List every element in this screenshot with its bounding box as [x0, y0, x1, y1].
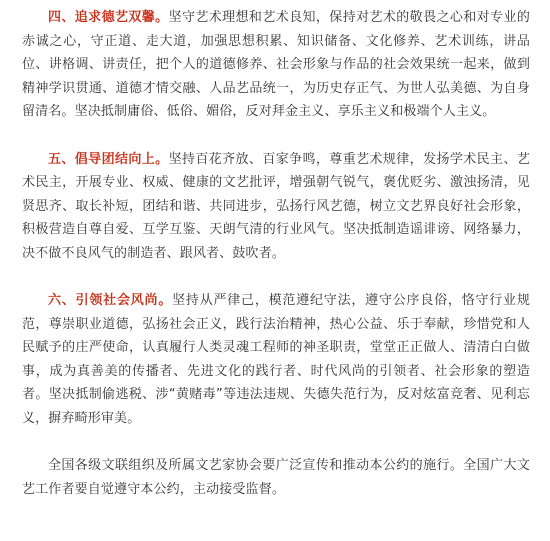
article-text: 坚持从严律己，模范遵纪守法，遵守公序良俗，恪守行业规范，尊崇职业道德，弘扬社会正义，践行法治精神，热心公益、乐于奉献，珍惜党和人民赋予的庄严使命，认真履行人类灵魂工程师的神圣职责，堂堂正正做人、清清白白做事，成为真善美的传播者、先进文化的践行者、时代风尚的引领者、社会形象的塑造者。坚决抵制偷逃税、涉“黄赌毒”等违法违规、失德失范行为，反对炫富竞奢、见利忘义，摒弃畸形审美。: [22, 293, 530, 426]
article-paragraph-6: [22, 289, 530, 430]
article-paragraph-5: [22, 148, 530, 266]
article-heading: 五、倡导团结向上。: [48, 151, 169, 167]
article-heading: 六、引领社会风尚。: [48, 293, 173, 308]
closing-paragraph: [22, 454, 530, 501]
article-text: 坚守艺术理想和艺术良知，保持对艺术的敬畏之心和对专业的赤诚之心，守正道、走大道，加强思想积累、知识储备、文化修养、艺术训练，讲品位、讲格调、讲责任，把个人的道德修养、社会形象与作品的社会效果统一起来，做到精神学识贯通、道德才情交融、人品艺品统一，为历史存正气、为世人弘美德、为自身留清名。坚决抵制庸俗、低俗、媚俗，反对拜金主义、享乐主义和极端个人主义。: [22, 10, 530, 119]
article-text: 坚持百花齐放、百家争鸣，尊重艺术规律，发扬学术民主、艺术民主，开展专业、权威、健康的文艺批评，增强朝气锐气，褒优贬劣、激浊扬清，见贤思齐、取长补短，团结和谐、共同进步，弘扬行风艺德，树立文艺界良好社会形象，积极营造自尊自爱、互学互鉴、天朗气清的行业风气。坚决抵制造谣诽谤、网络暴力，决不做不良风气的制造者、跟风者、鼓吹者。: [22, 151, 530, 261]
article-paragraph-4: [22, 6, 530, 124]
article-heading: 四、追求德艺双馨。: [48, 10, 169, 25]
closing-text: 全国各级文联组织及所属文艺家协会要广泛宣传和推动本公约的施行。全国广大文艺工作者要自觉遵守本公约，主动接受监督。: [22, 458, 530, 497]
